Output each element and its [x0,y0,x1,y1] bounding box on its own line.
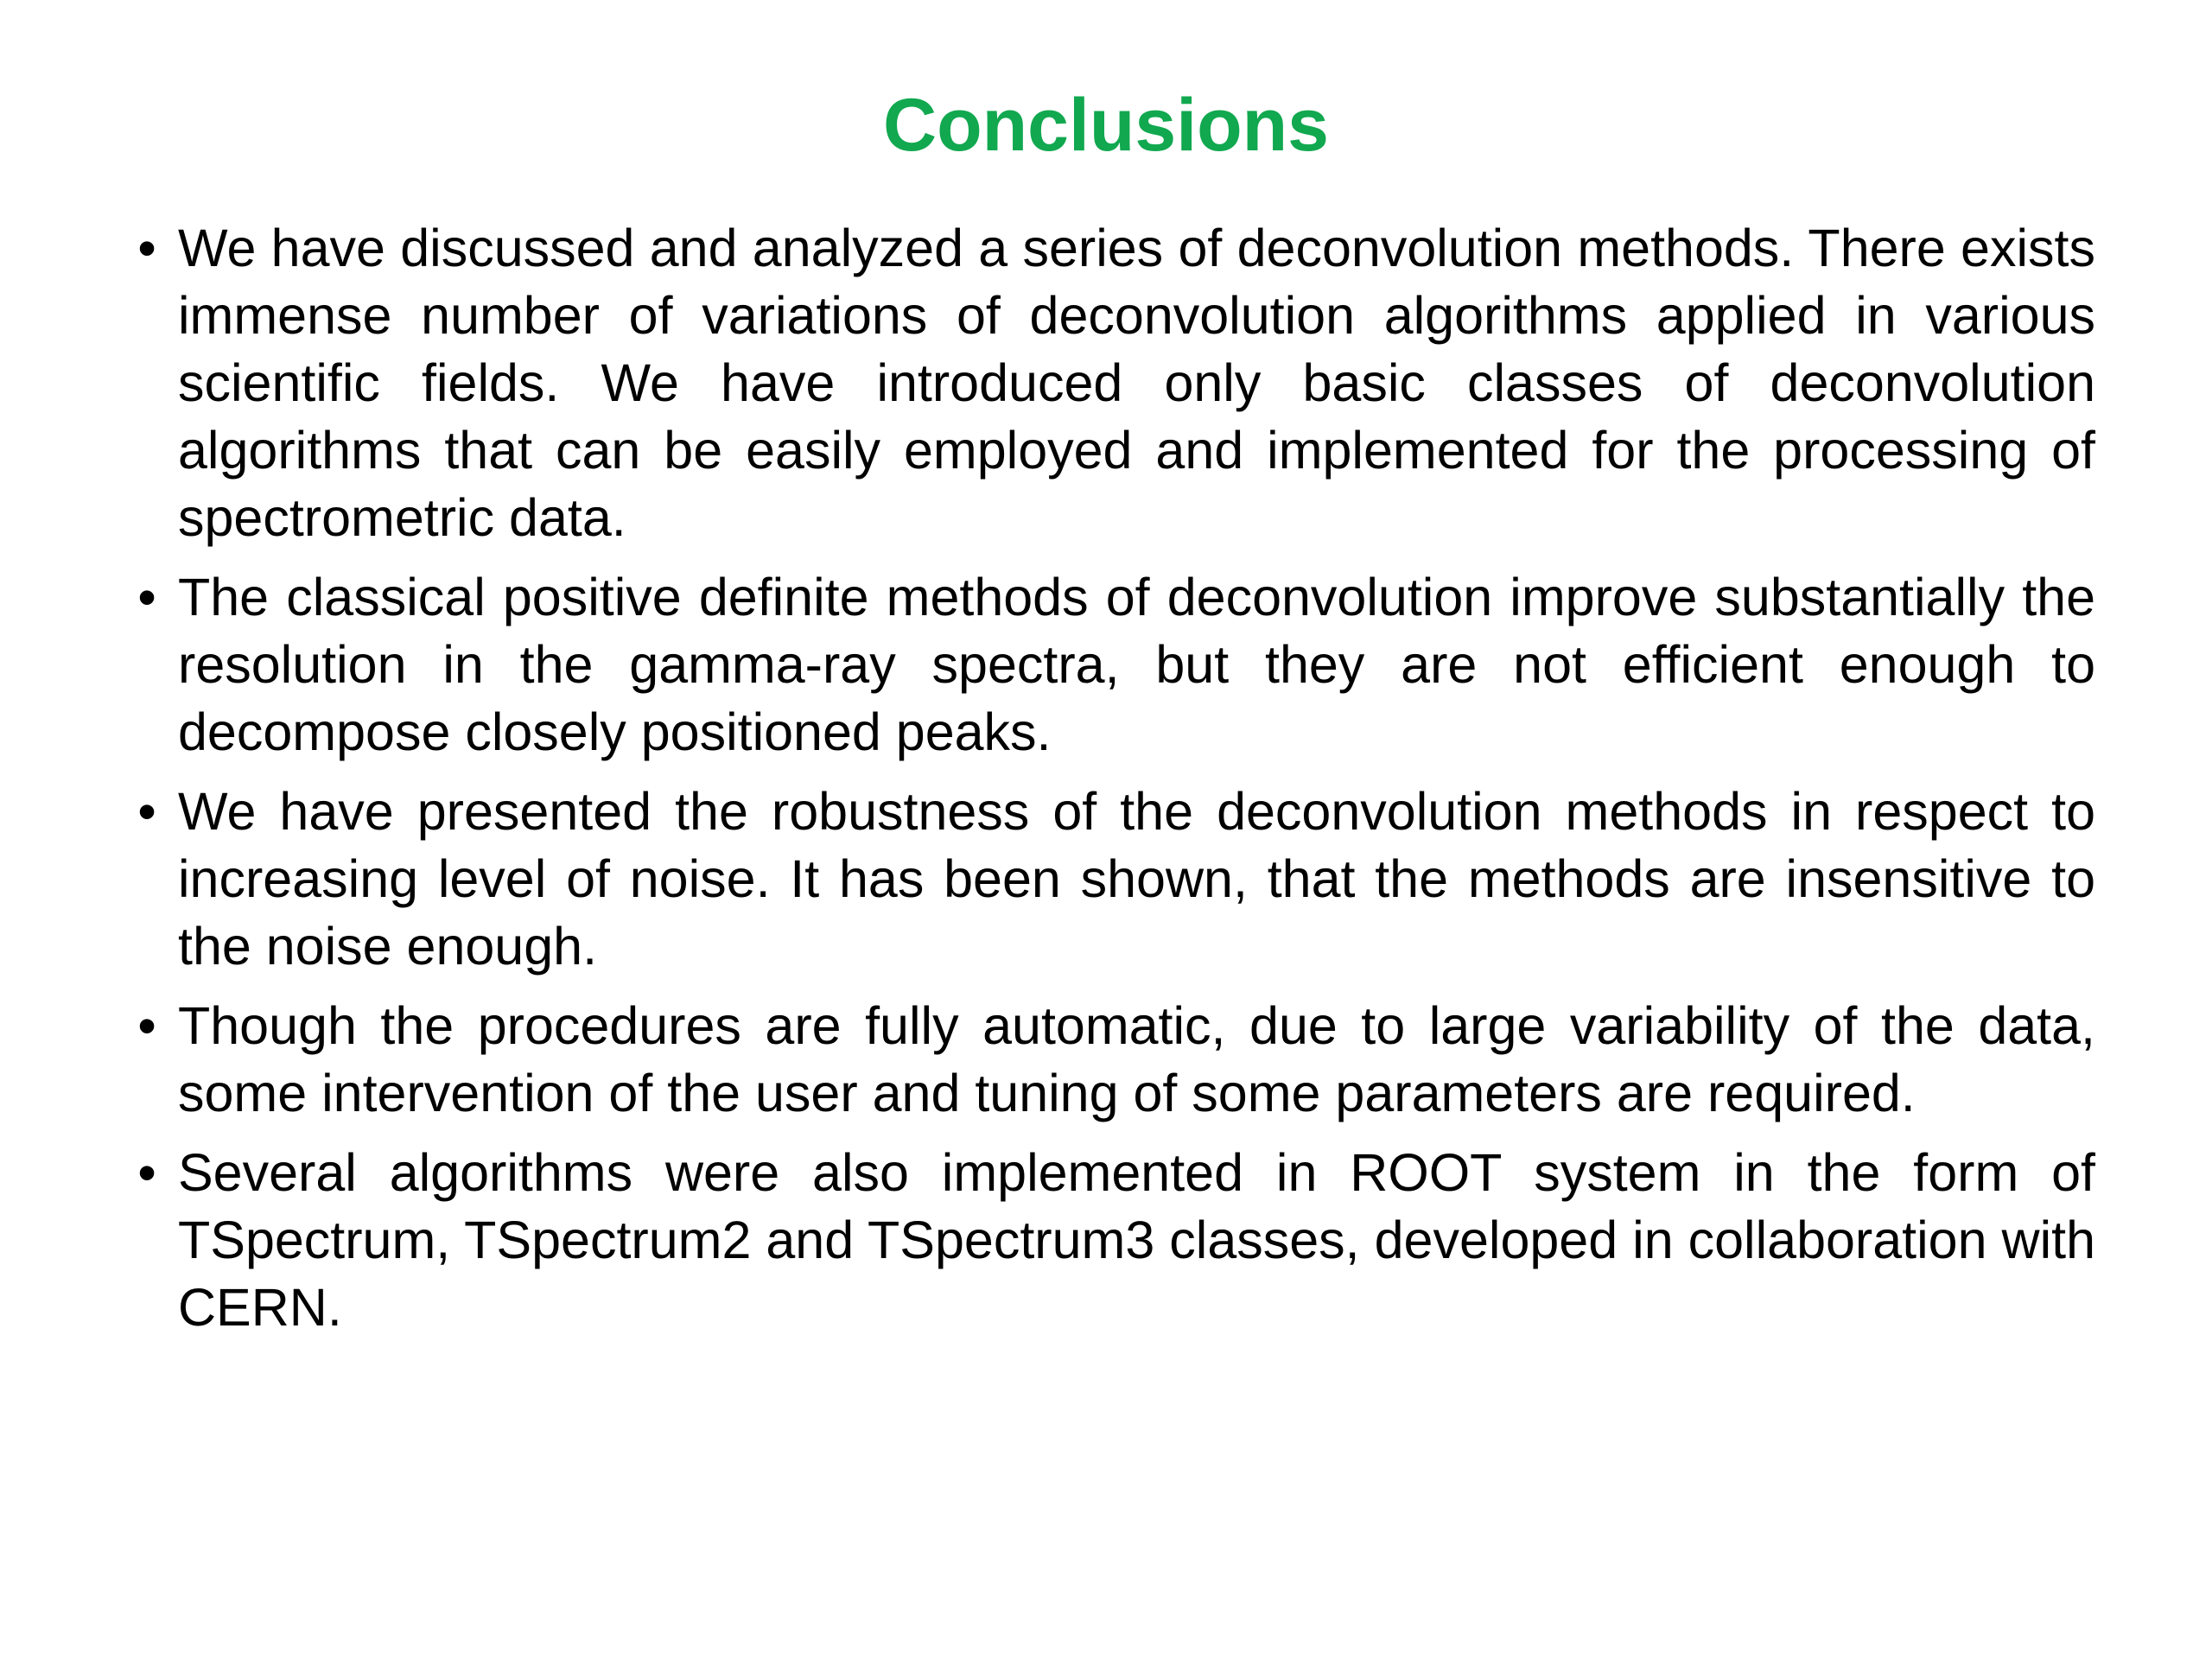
bullet-item [130,214,2095,551]
bullet-text: We have presented the robustness of the deconvolution methods in respect to increasing level of noise. It has been shown, that the methods are insensitive to the noise enough. [178,782,2095,976]
slide-title: Conclusions [882,84,1330,167]
bullet-dot: • [137,1143,156,1202]
bullet-item [130,563,2095,766]
bullet-item [130,1139,2095,1341]
bullet-text: The classical positive definite methods of deconvolution improve substantially the resolution in the gamma-ray spectra, but they are not efficient enough to decompose closely positioned peaks. [178,568,2095,761]
bullet-item [130,778,2095,980]
bullet-item [130,992,2095,1127]
bullet-dot: • [137,782,156,841]
bullet-dot: • [137,219,156,277]
bullet-text: Though the procedures are fully automatic, due to large variability of the data, some intervention of the user and tuning of some parameters are required. [178,996,2095,1122]
bullet-list [130,214,2095,1353]
bullet-dot: • [137,996,156,1055]
bullet-text: Several algorithms were also implemented in ROOT system in the form of TSpectrum, TSpectrum2 and TSpectrum3 classes, developed in collaboration with CERN. [178,1143,2095,1337]
bullet-text: We have discussed and analyzed a series of deconvolution methods. There exists immense number of variations of deconvolution algorithms applied in various scientific fields. We have introduced only basic classes of deconvolution algorithms that can be easily employed and implemented for the processing of spectrometric data. [178,219,2095,547]
bullet-dot: • [137,568,156,626]
